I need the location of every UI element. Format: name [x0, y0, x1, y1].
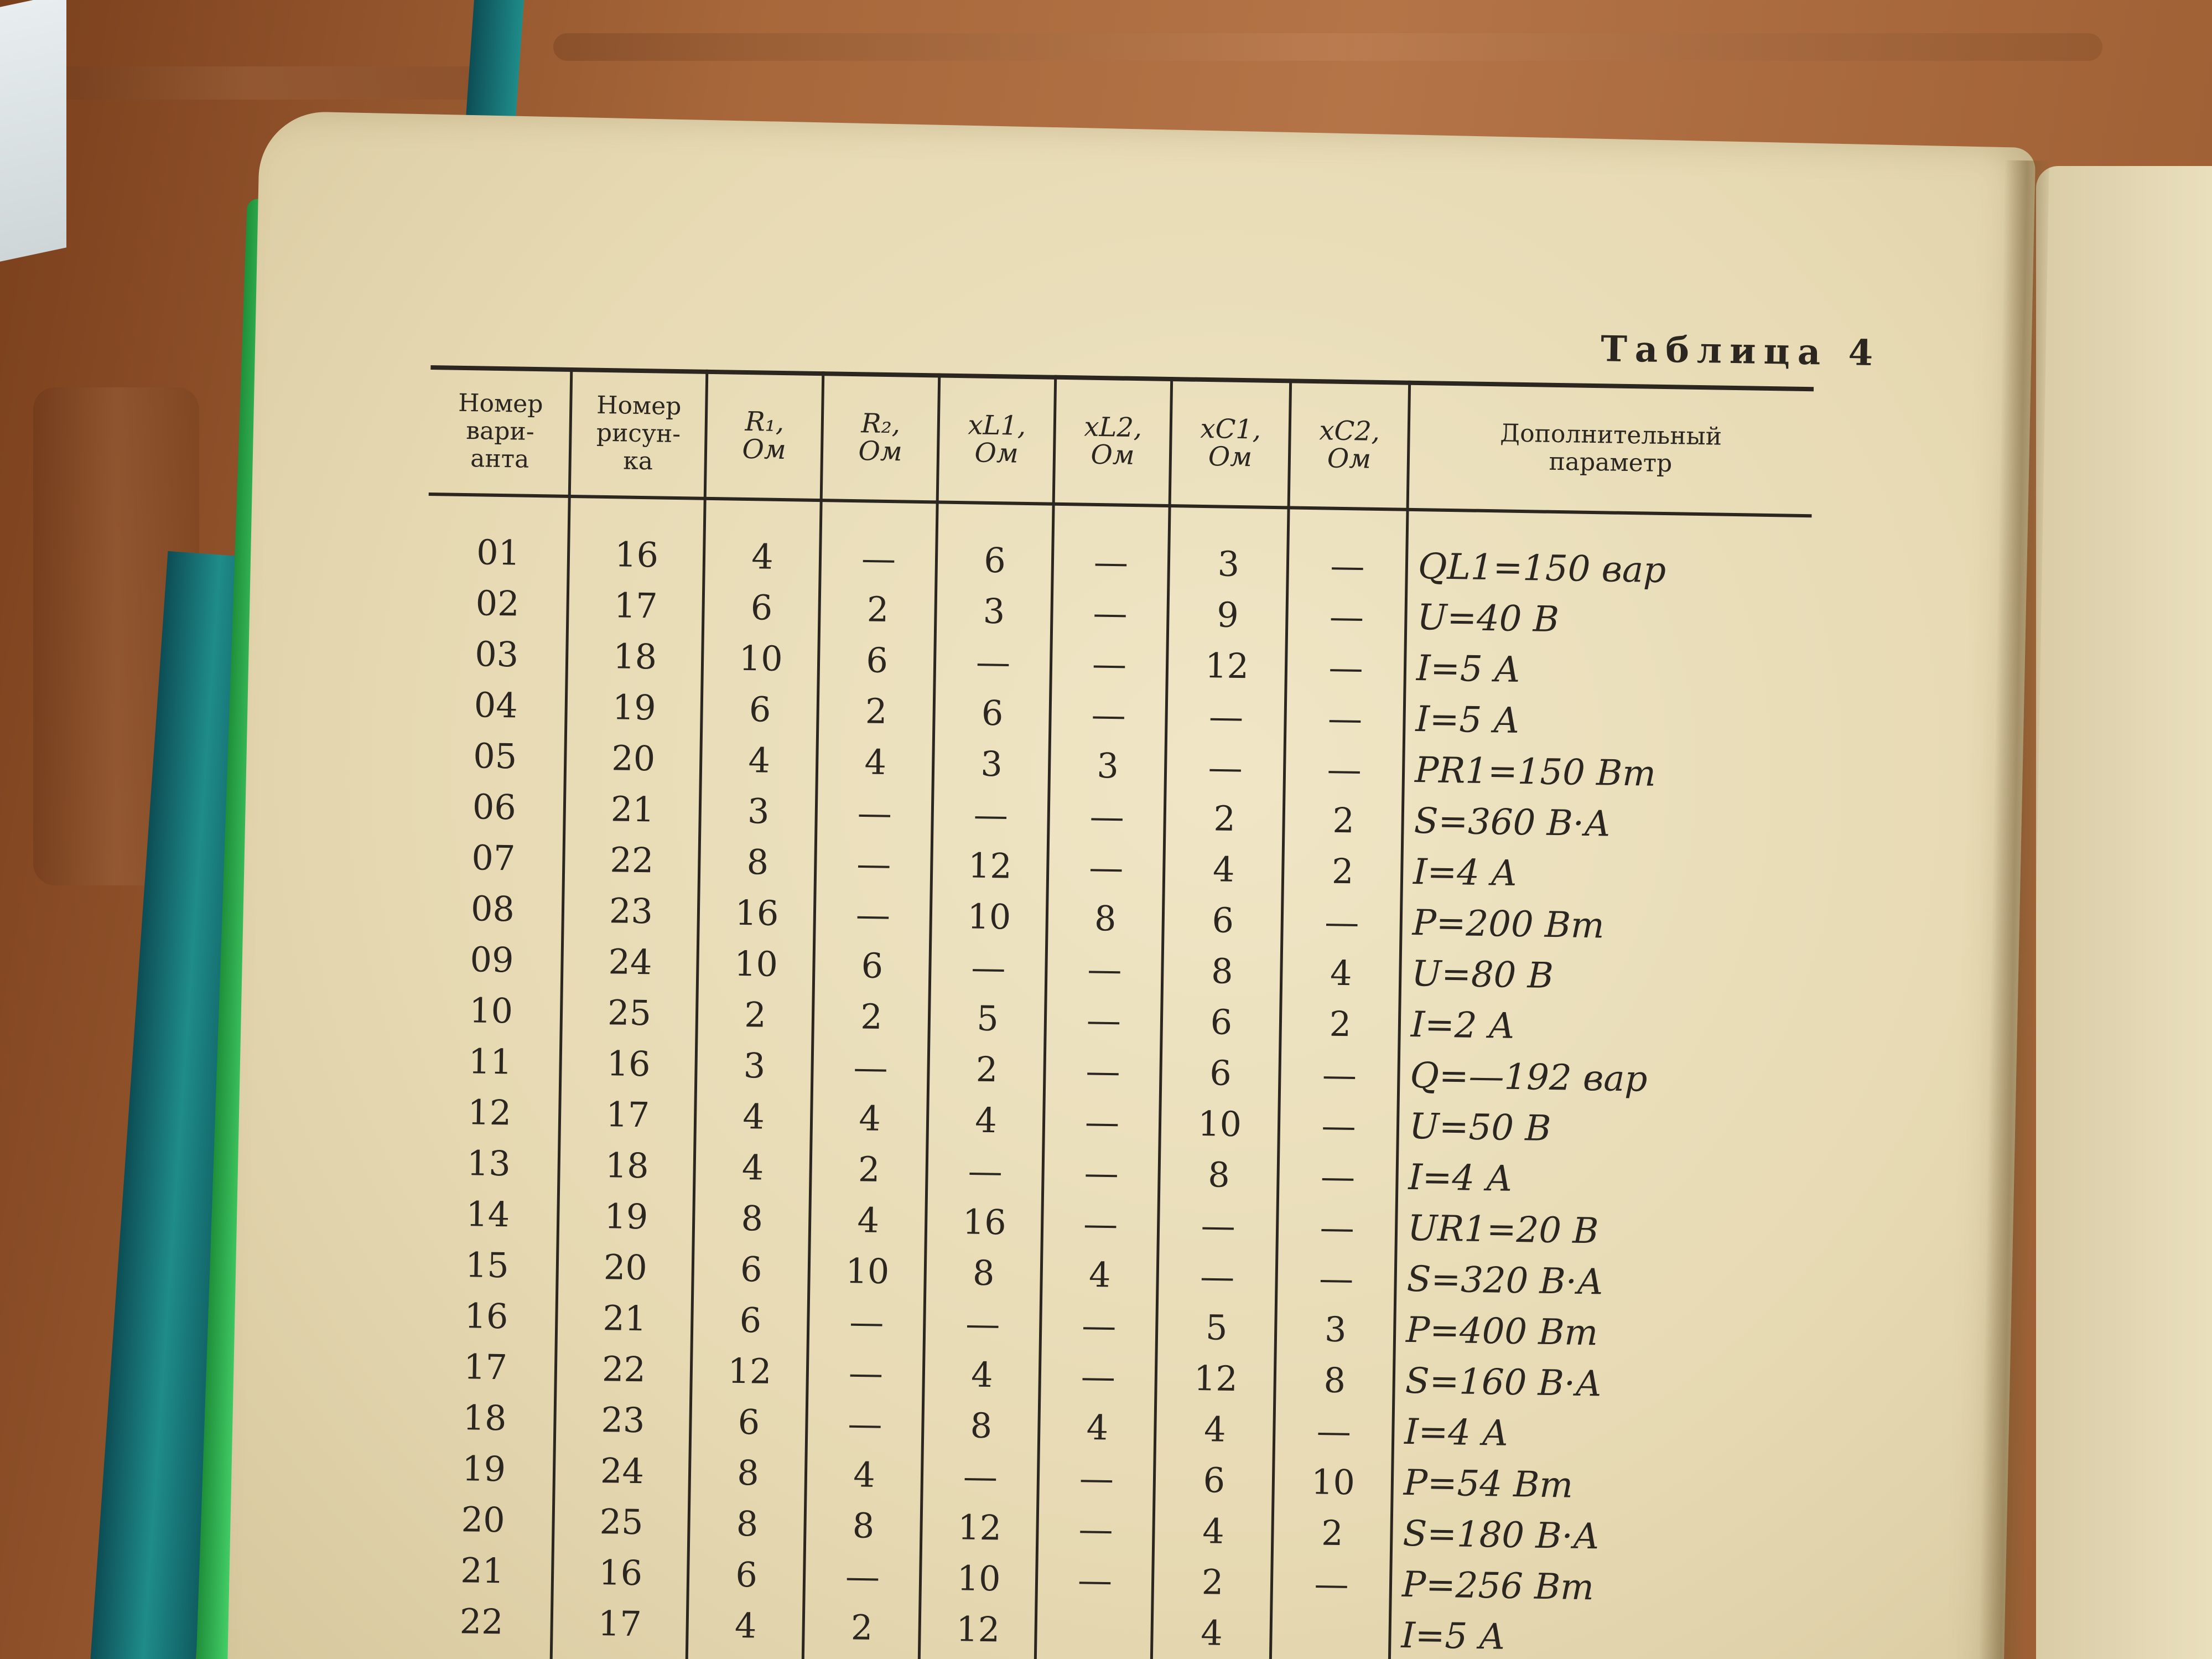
table-cell: 8	[852, 1505, 875, 1546]
table-cell: 09	[470, 939, 515, 980]
table-cell: —	[1320, 1155, 1356, 1197]
table-cell: 13	[466, 1142, 511, 1184]
table-cell: —	[1322, 1054, 1357, 1095]
table-cell: —	[1083, 1203, 1118, 1245]
table-cell: 6	[981, 692, 1004, 733]
table-cell: —	[970, 946, 1006, 988]
table-cell: 21	[610, 788, 655, 830]
table-cell: 5	[1205, 1307, 1228, 1348]
table-cell: 16	[598, 1552, 643, 1593]
table-cell: 8	[972, 1252, 995, 1293]
table-cell: —	[1208, 696, 1244, 737]
table-cell: —	[1085, 1050, 1121, 1092]
table-cell: 5	[976, 998, 999, 1039]
table-cell: 04	[474, 684, 518, 726]
table-cell: 22	[601, 1348, 646, 1390]
table-cell: 17	[463, 1346, 508, 1387]
table-cell: —	[847, 1403, 883, 1444]
table-cell: 8	[740, 1197, 764, 1239]
table-cell: —	[1084, 1152, 1119, 1194]
table-cell: —	[848, 1352, 884, 1393]
table-cell: —	[1089, 796, 1125, 837]
table-cell: 12	[968, 844, 1012, 886]
table-cell: 2	[1321, 1512, 1344, 1553]
table-cell: 25	[599, 1501, 644, 1542]
table-cell: 16	[606, 1043, 651, 1084]
table-cell: 12	[957, 1506, 1002, 1548]
table-cell: 10	[845, 1250, 890, 1292]
table-cell: 6	[750, 587, 773, 628]
table-cell: 2	[1332, 800, 1355, 841]
table-cell: 3	[747, 790, 770, 832]
table-cell: —	[1208, 746, 1243, 788]
table-cell: 17	[605, 1093, 650, 1135]
table-cell: —	[1077, 1559, 1113, 1601]
table-cell: 6	[1212, 899, 1234, 941]
table-cell: 6	[1210, 1001, 1233, 1043]
table-cell-parameter: I=4 А	[1408, 1157, 1513, 1200]
table-cell: 8	[736, 1503, 759, 1544]
table-cell: —	[1078, 1508, 1114, 1550]
table-cell: 05	[472, 735, 517, 777]
table-cell: 07	[471, 837, 516, 878]
table-cell: 4	[1203, 1408, 1227, 1450]
table-cell: 8	[1211, 950, 1234, 992]
table-cell-parameter: QL1=150 вар	[1417, 546, 1666, 592]
table-cell: 4	[1330, 952, 1353, 993]
table-cell: 6	[739, 1299, 762, 1341]
table-cell: 18	[612, 635, 657, 677]
table-cell: 2	[744, 994, 767, 1035]
table-cell-parameter: I=4 А	[1404, 1411, 1509, 1454]
table-cell: 12	[956, 1608, 1000, 1650]
table-cell: 17	[598, 1603, 642, 1644]
table-cell: 21	[460, 1549, 505, 1591]
table-cell: —	[1321, 1105, 1357, 1146]
table-cell: 03	[474, 633, 519, 675]
table-cell-parameter: I=5 А	[1401, 1615, 1506, 1658]
table-cell: —	[855, 894, 891, 935]
table-cell-parameter: P=54 Вт	[1403, 1462, 1574, 1506]
table-cell-parameter: S=360 В·А	[1414, 801, 1612, 845]
table-cell: 10	[1311, 1461, 1356, 1502]
table-cell: —	[1088, 847, 1124, 888]
table-cell-parameter: U=50 В	[1409, 1106, 1551, 1149]
table-cell: 12	[1193, 1357, 1238, 1399]
table-cell-parameter: P=256 Вт	[1401, 1564, 1595, 1609]
table-cell: —	[1324, 901, 1359, 942]
table-header-cell: Номер вари- анта	[458, 388, 543, 474]
table-cell: 2	[1331, 851, 1354, 891]
table-cell-parameter: PR1=150 Вт	[1414, 750, 1657, 795]
table-cell: 11	[468, 1040, 513, 1082]
table-cell: —	[1327, 749, 1362, 790]
printed-table-area	[411, 310, 1881, 1659]
table-cell: 18	[463, 1397, 507, 1438]
table-cell: 2	[1329, 1003, 1352, 1044]
table-cell-parameter: Q=—192 вар	[1409, 1055, 1648, 1100]
table-cell: 8	[746, 841, 769, 883]
table-cell: 15	[465, 1244, 510, 1285]
table-cell: 3	[1096, 745, 1119, 786]
table-cell-parameter: I=5 А	[1416, 648, 1522, 691]
table-cell: 2	[1201, 1561, 1224, 1603]
table-cell-parameter: UR1=20 В	[1407, 1207, 1599, 1252]
table-cell: —	[1320, 1206, 1355, 1248]
table-cell: 8	[736, 1452, 760, 1494]
table-header-cell: xL1, Ом	[968, 409, 1026, 469]
table-cell: 12	[1204, 645, 1249, 686]
table-cell: —	[1313, 1563, 1349, 1604]
table-cell: 20	[611, 737, 656, 779]
table-cell: —	[1329, 596, 1364, 637]
table-cell: —	[853, 1046, 889, 1088]
table-cell: 4	[858, 1097, 881, 1139]
table-cell: —	[1081, 1356, 1116, 1397]
table-cell: —	[1079, 1458, 1114, 1499]
table-cell-parameter: I=2 А	[1410, 1004, 1515, 1047]
table-cell: 2	[975, 1049, 998, 1090]
table-cell: 4	[1202, 1510, 1225, 1552]
table-cell-parameter: S=160 В·А	[1405, 1360, 1603, 1405]
table-cell: 24	[608, 941, 653, 982]
table-cell: 4	[1200, 1612, 1223, 1653]
table-cell: 9	[1216, 594, 1239, 635]
table-cell: 4	[751, 536, 774, 577]
table-cell: 6	[1203, 1459, 1226, 1501]
table-cell: —	[965, 1303, 1000, 1344]
table-cell-parameter: P=200 Вт	[1412, 902, 1605, 947]
table-cell: 10	[739, 637, 783, 679]
table-cell: 4	[741, 1147, 765, 1188]
table-header-cell: Дополнительный параметр	[1500, 419, 1722, 478]
table-cell: 4	[853, 1454, 876, 1495]
table-header-cell: Номер рисун- ка	[596, 391, 682, 476]
table-cell: —	[1084, 1101, 1120, 1143]
table-cell: —	[1086, 999, 1121, 1041]
table-cell: 10	[957, 1557, 1001, 1599]
table-cell: 10	[734, 943, 778, 984]
table-cell: 6	[1209, 1052, 1232, 1093]
table-cell: 3	[1324, 1309, 1347, 1350]
table-cell: 4	[856, 1199, 880, 1241]
table-cell: 4	[1088, 1254, 1112, 1295]
table-cell: 4	[747, 739, 771, 781]
table-cell: 4	[970, 1354, 994, 1395]
table-cell: —	[973, 794, 1009, 835]
table-cell: 01	[476, 531, 521, 573]
table-body	[411, 526, 1811, 1659]
table-cell: 2	[858, 1148, 880, 1190]
table-cell: 10	[967, 895, 1011, 937]
table-cell: —	[1081, 1305, 1117, 1346]
table-cell: 2	[850, 1606, 873, 1648]
table-cell: 21	[602, 1297, 647, 1339]
table-cell: 20	[603, 1246, 648, 1288]
table-cell: 8	[1323, 1360, 1346, 1401]
table-cell: 4	[1212, 848, 1235, 890]
table-cell: —	[1091, 694, 1126, 735]
table-cell: 6	[983, 540, 1006, 580]
table-cell: 22	[609, 839, 654, 880]
table-cell-parameter: I=5 А	[1415, 699, 1520, 742]
table-cell: —	[975, 641, 1011, 683]
table-cell: —	[1092, 592, 1128, 634]
table-cell: 16	[734, 892, 779, 934]
table-cell: 19	[461, 1448, 506, 1489]
table-cell: —	[1093, 541, 1129, 583]
table-cell-parameter: U=40 В	[1416, 597, 1560, 641]
table-header-cell: R₁, Ом	[742, 406, 787, 466]
table-cell: 3	[1217, 543, 1240, 584]
table-cell: 17	[614, 584, 658, 626]
table-cell: —	[1318, 1257, 1354, 1299]
table-cell: 6	[735, 1554, 758, 1595]
table-cell: 2	[860, 996, 883, 1037]
table-cell: 24	[600, 1450, 645, 1491]
table-cell: 4	[734, 1605, 757, 1646]
table-cell: 12	[467, 1091, 512, 1133]
table-cell: 08	[470, 888, 515, 929]
table-cell-parameter: S=320 В·А	[1406, 1258, 1605, 1303]
table-cell: 4	[974, 1100, 998, 1140]
window-light-reflection	[0, 0, 66, 262]
table-header-cell: R₂, Ом	[858, 408, 903, 468]
table-cell: —	[861, 537, 896, 579]
table-cell: 3	[743, 1045, 766, 1086]
table-cell: 16	[614, 533, 659, 575]
table-cell-parameter: P=400 Вт	[1405, 1309, 1598, 1354]
table-cell: 3	[980, 743, 1003, 784]
table-header-cell: xC2, Ом	[1319, 415, 1380, 475]
table-cell-parameter: U=80 В	[1411, 953, 1554, 997]
table-cell: —	[1316, 1410, 1352, 1451]
table-cell: 2	[866, 588, 889, 630]
table-cell: —	[856, 843, 891, 884]
table-cell: 16	[962, 1201, 1007, 1243]
table-cell: —	[1330, 545, 1365, 587]
table-cell: 19	[604, 1195, 648, 1237]
book-page-right	[2036, 166, 2212, 1659]
table-cell: 10	[1197, 1103, 1242, 1144]
table-cell: 8	[1207, 1154, 1230, 1195]
table-cell: 4	[864, 741, 887, 782]
table-cell: 6	[861, 945, 884, 986]
table-cell: 6	[749, 688, 772, 730]
table-cell: —	[845, 1556, 880, 1597]
table-cell: 4	[742, 1096, 765, 1137]
table-cell: 06	[472, 786, 517, 828]
table-cell: 4	[1086, 1407, 1109, 1448]
table-cell: 19	[612, 686, 657, 728]
table-cell	[1036, 1604, 1152, 1657]
table-cell: 6	[865, 639, 889, 681]
table-cell: 25	[607, 992, 652, 1033]
table-cell: —	[849, 1301, 884, 1342]
table-cell: 22	[459, 1600, 504, 1642]
table-cell: —	[968, 1150, 1003, 1191]
table-cell: —	[1092, 643, 1127, 685]
table-cell-parameter: I=4 А	[1413, 851, 1518, 894]
table-cell-parameter: S=180 В·А	[1402, 1513, 1600, 1558]
table-cell: —	[1200, 1256, 1235, 1297]
table-cell: 20	[461, 1499, 506, 1540]
table-cell: 6	[740, 1248, 763, 1290]
table-cell: —	[1328, 647, 1364, 688]
table-cell: 2	[865, 690, 888, 732]
table-cell: 6	[738, 1401, 760, 1443]
table-header-cell: xL2, Ом	[1084, 411, 1143, 471]
table-cell: 3	[983, 590, 1005, 631]
table-cell: 18	[605, 1144, 650, 1186]
table-cell: —	[1201, 1205, 1236, 1246]
table-header-cell: xC1, Ом	[1200, 413, 1261, 473]
table-cell: 14	[465, 1193, 510, 1235]
table-cell: 8	[1094, 898, 1117, 939]
desk-wood-grain	[553, 33, 2102, 61]
teal-book-cover-top	[466, 0, 525, 123]
desk-wood-grain	[0, 66, 498, 100]
table-cell: —	[1327, 698, 1363, 739]
table-cell: 23	[601, 1399, 646, 1440]
table-title: Таблица 4	[1600, 328, 1881, 375]
table-cell: 12	[727, 1350, 772, 1392]
table-cell: 23	[609, 890, 653, 931]
table-cell: 8	[970, 1405, 993, 1446]
table-cell: 2	[1213, 797, 1236, 839]
table-cell: —	[857, 792, 892, 833]
table-cell: —	[963, 1455, 998, 1497]
table-cell: 10	[469, 989, 513, 1031]
table-cell: 02	[475, 582, 520, 624]
table-cell: 16	[464, 1295, 508, 1336]
table-cell	[1271, 1608, 1390, 1659]
table-cell: —	[1087, 948, 1123, 990]
